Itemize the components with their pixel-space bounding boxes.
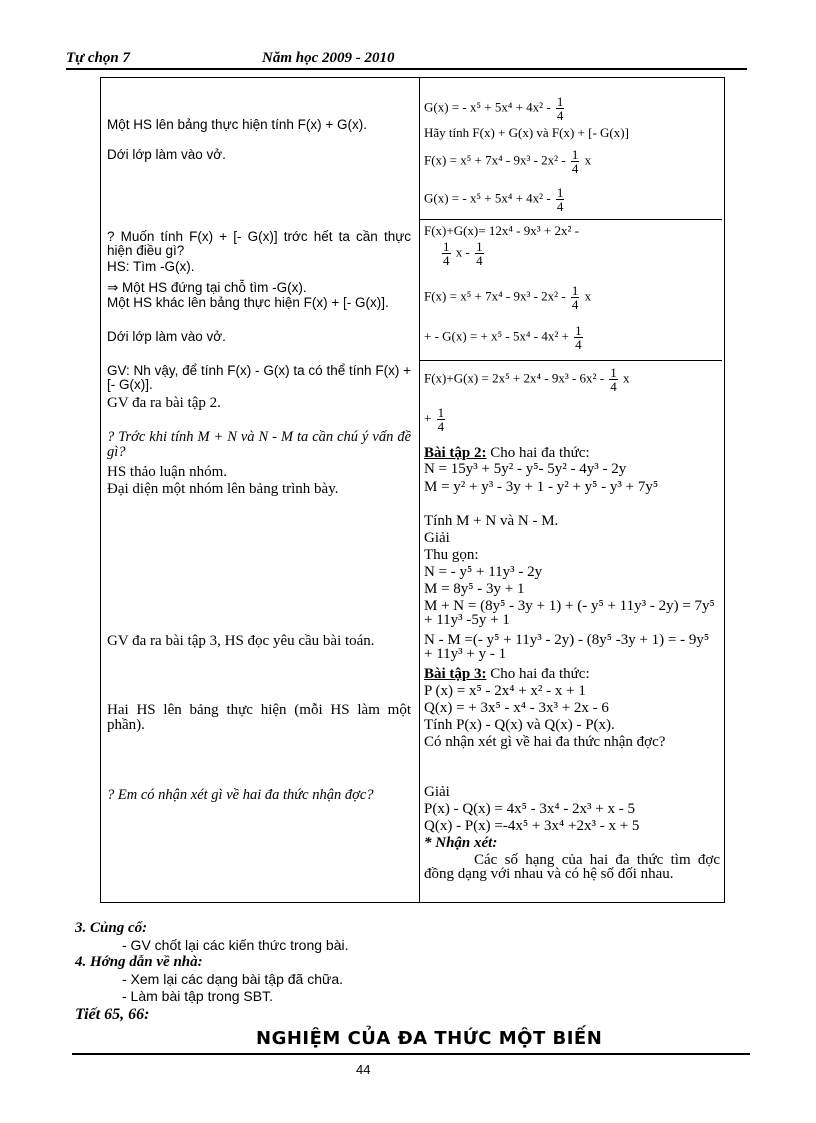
page-header: [66, 50, 746, 70]
row-rule: [420, 219, 722, 220]
math-line: Thu gọn:: [424, 547, 479, 563]
solution-label: Giải: [424, 530, 450, 546]
lesson-number: Tiết 65, 66:: [75, 1006, 150, 1023]
math-line: + $\frac{1}{4}$: [424, 405, 445, 434]
fraction: $\frac{1}{4}$: [443, 239, 450, 268]
math-line: F(x)+G(x) = 2x⁵ + 2x⁴ - 9x³ - 6x² - $\frac{1}{4}$ x: [424, 365, 630, 394]
section-3: 3. Củng cố:: [75, 920, 148, 936]
fraction: $\frac{1}{4}$: [571, 147, 579, 176]
title-rule: [72, 1053, 750, 1055]
column-divider: [419, 77, 420, 902]
task-line: Hãy tính F(x) + G(x) và F(x) + [- G(x)]: [424, 125, 629, 140]
left-text-8: GV: Nh vậy, để tính F(x) - G(x) ta có thể tính F(x) + [- G(x)].: [107, 363, 411, 392]
math-line: Q(x) - P(x) =-4x⁵ + 3x⁴ +2x³ - x + 5: [424, 818, 640, 834]
math-line: P (x) = x⁵ - 2x⁴ + x² - x + 1: [424, 683, 586, 699]
math-line: N - M =(- y⁵ + 11y³ - 2y) - (8y⁵ -3y + 1) = - 9y⁵ + 11y³ + y - 1: [424, 632, 710, 662]
math-line: N = 15y³ + 5y² - y⁵- 5y² - 4y³ - 2y: [424, 461, 627, 477]
left-text-9: GV đa ra bài tập 2.: [107, 395, 221, 411]
math-line: F(x)+G(x)= 12x⁴ - 9x³ + 2x² -: [424, 223, 579, 238]
section-4: 4. Hớng dẫn về nhà:: [75, 954, 203, 970]
fraction: $\frac{1}{4}$: [476, 239, 483, 268]
left-text-10: HS thảo luận nhóm.: [107, 464, 227, 480]
math-line: M = 8y⁵ - 3y + 1: [424, 581, 525, 597]
left-text-13: Hai HS lên bảng thực hiện (mỗi HS làm một phần).: [107, 702, 411, 733]
page-number: 44: [356, 1062, 371, 1077]
left-text-1: Một HS lên bảng thực hiện tính F(x) + G(x).: [107, 117, 368, 132]
exercise-2-label: Bài tập 2:: [424, 445, 487, 461]
fraction: $\frac{1}{4}$: [556, 94, 564, 123]
fraction: $\frac{1}{4}$: [610, 365, 617, 394]
left-text-5: ⇒ Một HS đứng tại chỗ tìm -G(x).: [107, 280, 307, 295]
g-expression: G(x) = - x⁵ + 5x⁴ + 4x² -: [424, 190, 551, 206]
left-text-4: HS: Tìm -G(x).: [107, 259, 195, 274]
left-question-1: ? Trớc khi tính M + N và N - M ta cần chú ý vấn đề gì?: [107, 429, 411, 460]
math-line: Tính P(x) - Q(x) và Q(x) - P(x).: [424, 717, 615, 733]
fraction: $\frac{1}{4}$: [437, 405, 445, 434]
math-line: [424, 186, 720, 213]
remark-text: Các số hạng của hai đa thức tìm đợc đồng dạng với nhau và có hệ số đối nhau.: [424, 853, 720, 882]
solution-label: Giải: [424, 784, 450, 800]
math-line: [424, 95, 720, 122]
math-line: F(x) = x⁵ + 7x⁴ - 9x³ - 2x² - $\frac{1}{4}$ x: [424, 147, 592, 176]
math-line: N = - y⁵ + 11y³ - 2y: [424, 564, 543, 580]
neg-g-expression: + - G(x) = + x⁵ - 5x⁴ - 4x² +: [424, 328, 569, 344]
math-line: M + N = (8y⁵ - 3y + 1) + (- y⁵ + 11y³ - 2y) = 7y⁵ + 11y³ -5y + 1: [424, 598, 715, 628]
math-line: P(x) - Q(x) = 4x⁵ - 3x⁴ - 2x³ + x - 5: [424, 801, 636, 817]
left-text-6: Một HS khác lên bảng thực hiện F(x) + [- G(x)].: [107, 295, 389, 310]
math-line: M = y² + y³ - 3y + 1 - y² + y⁵ - y³ + 7y⁵: [424, 479, 659, 495]
header-right: Năm học 2009 - 2010: [262, 50, 395, 66]
fraction: $\frac{1}{4}$: [556, 185, 564, 214]
left-text-12: GV đa ra bài tập 3, HS đọc yêu cầu bài toán.: [107, 633, 375, 649]
left-text-11: Đại diện một nhóm lên bảng trình bày.: [107, 481, 339, 497]
math-line: Q(x) = + 3x⁵ - x⁴ - 3x³ + 2x - 6: [424, 700, 609, 716]
left-text-3: ? Muốn tính F(x) + [- G(x)] trớc hết ta cần thực hiện điều gì?: [107, 229, 411, 258]
fraction: $\frac{1}{4}$: [571, 283, 579, 312]
math-line: $\frac{1}{4}$ x - $\frac{1}{4}$: [443, 239, 483, 268]
section-3-item: - GV chốt lại các kiến thức trong bài.: [122, 937, 349, 953]
math-line: [424, 324, 720, 351]
f-expression: F(x) = x⁵ + 7x⁴ - 9x³ - 2x² -: [424, 152, 566, 168]
remark-label: * Nhận xét:: [424, 835, 498, 851]
exercise-3: Bài tập 3: Cho hai đa thức:: [424, 666, 590, 682]
math-line: Có nhận xét gì về hai đa thức nhận đợc?: [424, 734, 666, 750]
exercise-2: Bài tập 2: Cho hai đa thức:: [424, 445, 590, 461]
header-left: Tự chọn 7: [66, 50, 130, 66]
lesson-title: NGHIỆM CỦA ĐA THỨC MỘT BIẾN: [256, 1028, 603, 1049]
row-rule: [420, 360, 722, 361]
math-line: Tính M + N và N - M.: [424, 513, 559, 529]
f-expression: F(x) = x⁵ + 7x⁴ - 9x³ - 2x² -: [424, 288, 566, 304]
section-4-item: - Xem lại các dạng bài tập đã chữa.: [122, 971, 344, 987]
fraction: $\frac{1}{4}$: [575, 323, 582, 352]
header-rule: [66, 68, 747, 70]
left-text-7: Dới lớp làm vào vở.: [107, 329, 226, 344]
exercise-3-label: Bài tập 3:: [424, 666, 487, 682]
g-expression: G(x) = - x⁵ + 5x⁴ + 4x² -: [424, 99, 551, 115]
math-line: F(x) = x⁵ + 7x⁴ - 9x³ - 2x² - $\frac{1}{4}$ x: [424, 283, 592, 312]
left-question-2: ? Em có nhận xét gì về hai đa thức nhận đợc?: [107, 787, 374, 803]
left-text-2: Dới lớp làm vào vở.: [107, 147, 226, 162]
section-4-item: - Làm bài tập trong SBT.: [122, 988, 273, 1004]
sum-expression: F(x)+G(x) = 2x⁵ + 2x⁴ - 9x³ - 6x² -: [424, 370, 605, 386]
